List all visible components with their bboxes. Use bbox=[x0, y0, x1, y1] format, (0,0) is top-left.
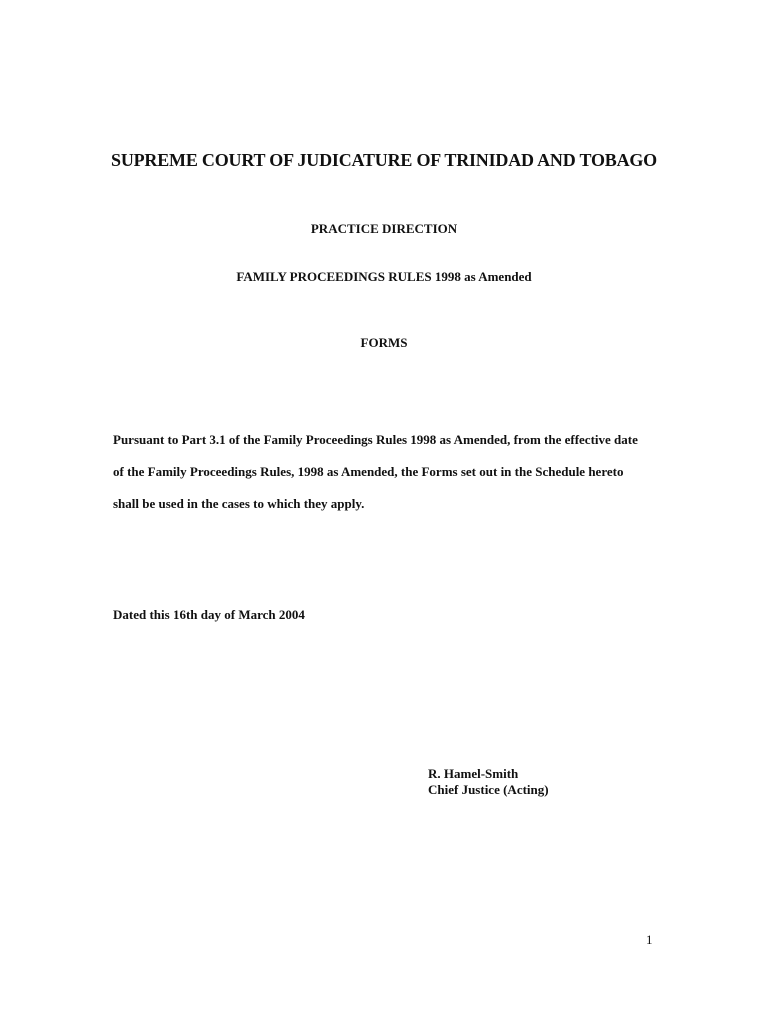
dated-line: Dated this 16th day of March 2004 bbox=[113, 607, 305, 622]
paragraph-line: of the Family Proceedings Rules, 1998 as Amended, the Forms set out in the Schedule hereto bbox=[113, 464, 624, 479]
court-title: SUPREME COURT OF JUDICATURE OF TRINIDAD AND TOBAGO bbox=[111, 150, 657, 170]
forms-heading: FORMS bbox=[360, 335, 408, 350]
paragraph-line: shall be used in the cases to which they apply. bbox=[113, 496, 365, 511]
page-number: 1 bbox=[646, 932, 653, 947]
signatory-name: R. Hamel-Smith bbox=[428, 766, 519, 781]
paragraph-line: Pursuant to Part 3.1 of the Family Proceedings Rules 1998 as Amended, from the effective date bbox=[113, 432, 638, 447]
rules-title: FAMILY PROCEEDINGS RULES 1998 as Amended bbox=[236, 269, 532, 284]
signatory-title: Chief Justice (Acting) bbox=[428, 782, 549, 797]
practice-direction-heading: PRACTICE DIRECTION bbox=[310, 221, 458, 236]
